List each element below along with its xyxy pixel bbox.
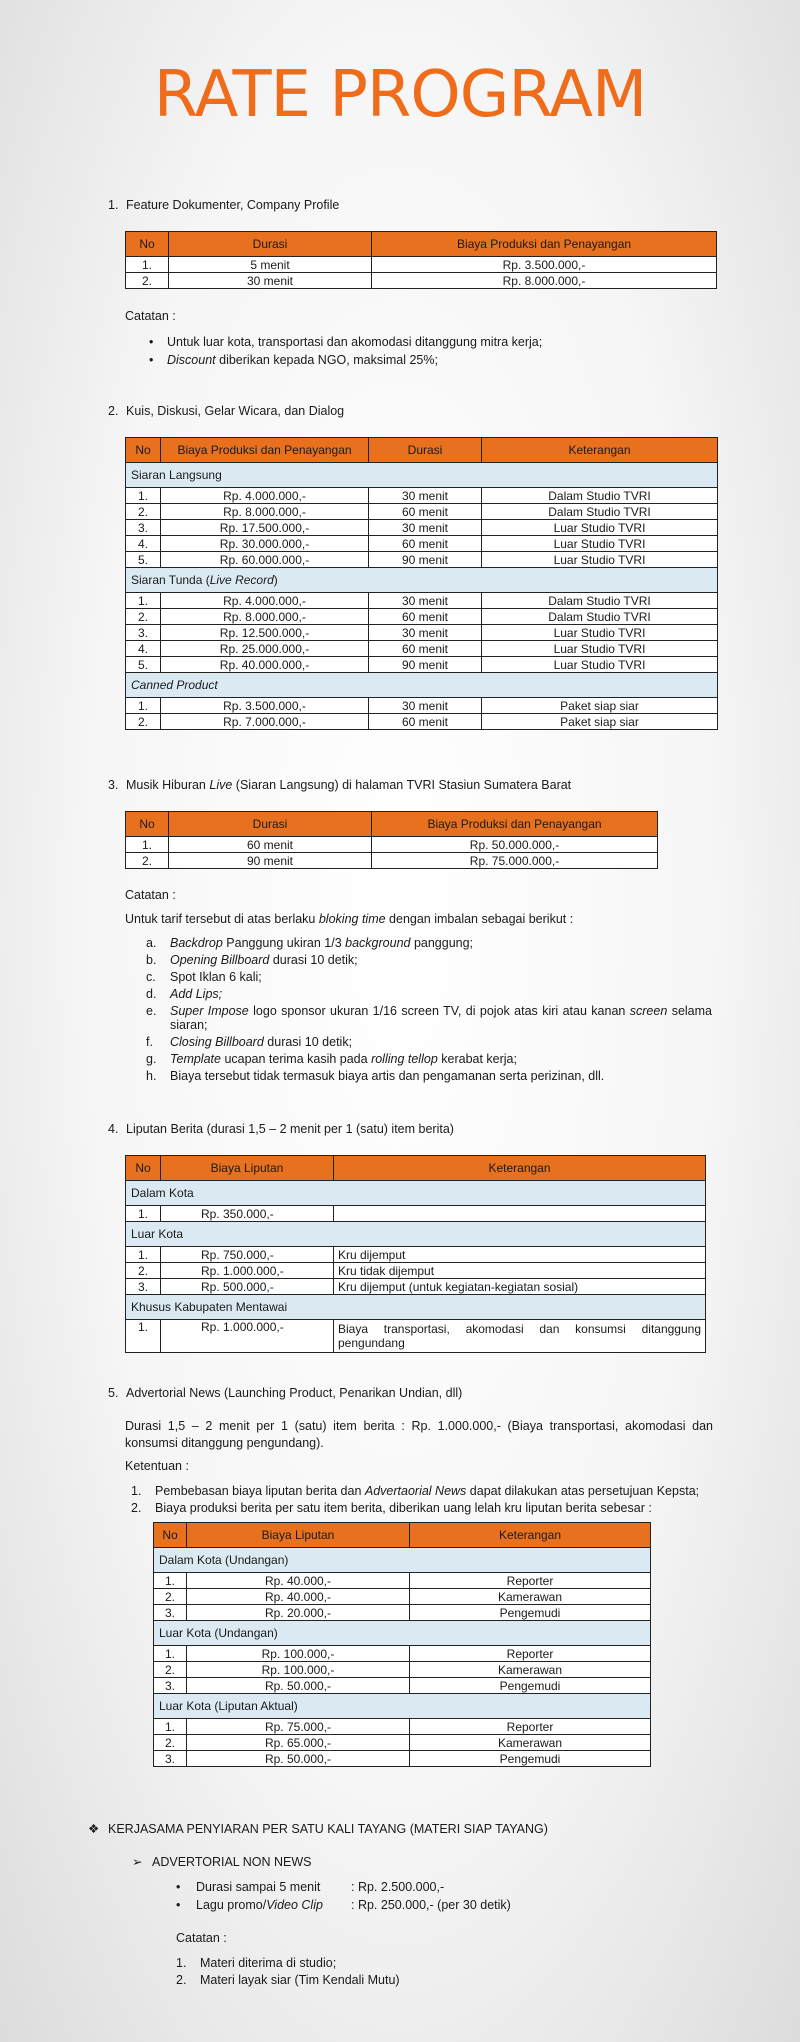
table-row: 3. Rp. 500.000,- Kru dijemput (untuk kegiatan-kegiatan sosial) — [126, 1279, 706, 1295]
list-item: a. Backdrop Panggung ukiran 1/3 background panggung; — [146, 936, 474, 950]
table-row: 1. Rp. 4.000.000,- 30 menit Dalam Studio TVRI — [126, 488, 718, 504]
table-row: 1. Rp. 40.000,- Reporter — [154, 1573, 651, 1589]
table-row: 4. Rp. 25.000.000,- 60 menit Luar Studio TVRI — [126, 641, 718, 657]
group-canned-product: Canned Product — [126, 673, 718, 698]
list-item: e. Super Impose logo sponsor ukuran 1/16 screen TV, di pojok atas kiri atau kanan screen selama siaran; — [146, 1004, 712, 1032]
diamond-bullet-icon: ❖ — [88, 1822, 100, 1836]
list-item: • Untuk luar kota, transportasi dan akomodasi ditanggung mitra kerja; — [145, 335, 725, 349]
table-liputan-berita: No Biaya Liputan Keterangan Dalam Kota 1. Rp. 350.000,- Luar Kota 1. Rp. 750.000,- Kru dijemput 2. Rp. 1.000.000,- Kru tidak dijemput 3. Rp. 500.000,- Kru dijemput (untuk kegiatan-kegiatan sosial) Khusus Kabupaten Mentawai 1. Rp. 1.000.000,- Biaya transportasi, akomodasi dan konsumsi ditanggung pengundang — [125, 1155, 706, 1353]
group-luar-kota-undangan: Luar Kota (Undangan) — [154, 1621, 651, 1646]
list-item: b. Opening Billboard durasi 10 detik; — [146, 953, 358, 967]
page-title: RATE PROGRAM — [153, 58, 647, 132]
table-row: 2. Rp. 7.000.000,- 60 menit Paket siap siar — [126, 714, 718, 730]
s3-catatan: Catatan : — [125, 888, 176, 902]
table-row: 1. 5 menit Rp. 3.500.000,- — [126, 257, 717, 273]
list-item: d. Add Lips; — [146, 987, 223, 1001]
table-row: 1. 60 menit Rp. 50.000.000,- — [126, 837, 658, 853]
table-row: 3. Rp. 12.500.000,- 30 menit Luar Studio TVRI — [126, 625, 718, 641]
s1-notes — [145, 335, 725, 371]
list-item: 1. Materi diterima di studio; — [176, 1956, 337, 1970]
s5-paragraph: Durasi 1,5 – 2 menit per 1 (satu) item berita : Rp. 1.000.000,- (Biaya transportasi, akomodasi dan konsumsi ditanggung pengundang). — [125, 1419, 713, 1450]
list-item: • Discount diberikan kepada NGO, maksimal 25%; — [145, 353, 725, 367]
list-item: 2. Materi layak siar (Tim Kendali Mutu) — [176, 1973, 400, 1987]
section-4-heading: 4. Liputan Berita (durasi 1,5 – 2 menit per 1 (satu) item berita) — [108, 1122, 454, 1136]
table-row: 2. Rp. 100.000,- Kamerawan — [154, 1662, 651, 1678]
table-row: 2. 90 menit Rp. 75.000.000,- — [126, 853, 658, 869]
table-row: 1. Rp. 4.000.000,- 30 menit Dalam Studio TVRI — [126, 593, 718, 609]
list-item: h. Biaya tersebut tidak termasuk biaya artis dan pengamanan serta perizinan, dll. — [146, 1069, 605, 1083]
non-news-item-2: • Lagu promo/Video Clip : Rp. 250.000,- (per 30 detik) — [176, 1898, 511, 1912]
table-row: 3. Rp. 50.000,- Pengemudi — [154, 1678, 651, 1694]
table-row: 2. Rp. 1.000.000,- Kru tidak dijemput — [126, 1263, 706, 1279]
table-row: 2. Rp. 65.000,- Kamerawan — [154, 1735, 651, 1751]
section-5-heading: 5. Advertorial News (Launching Product, Penarikan Undian, dll) — [108, 1386, 463, 1400]
group-dalam-kota: Dalam Kota — [126, 1181, 706, 1206]
table-kuis-diskusi: No Biaya Produksi dan Penayangan Durasi Keterangan Siaran Langsung 1. Rp. 4.000.000,- 30 menit Dalam Studio TVRI 2. Rp. 8.000.000,- 60 menit Dalam Studio TVRI 3. Rp. 17.500.000,- 30 menit Luar Studio TVRI 4. Rp. 30.000.000,- 60 menit Luar Studio TVRI 5. Rp. 60.000.000,- 90 menit Luar Studio TVRI Siaran Tunda (Live Record) 1. Rp. 4.000.000,- 30 menit Dalam Studio TVRI 2. Rp. 8.000.000,- 60 menit Dalam Studio TVRI 3. Rp. 12.500.000,- 30 menit Luar Studio TVRI 4. Rp. 25.000.000,- 60 menit Luar Studio TVRI 5. Rp. 40.000.000,- 90 menit Luar Studio TVRI Canned Product 1. Rp. 3.500.000,- 30 menit Paket siap siar 2. Rp. 7.000.000,- 60 menit Paket siap siar — [125, 437, 718, 730]
table-musik-hiburan: No Durasi Biaya Produksi dan Penayangan 1. 60 menit Rp. 50.000.000,- 2. 90 menit Rp. 75.000.000,- — [125, 811, 658, 869]
non-news-item-1: • Durasi sampai 5 menit : Rp. 2.500.000,- — [176, 1880, 445, 1894]
table-row: 1. Rp. 350.000,- — [126, 1206, 706, 1222]
s5-ketentuan-list — [131, 1484, 721, 1518]
table-row: 2. Rp. 40.000,- Kamerawan — [154, 1589, 651, 1605]
list-item: c. Spot Iklan 6 kali; — [146, 970, 262, 984]
table-row: 1. Rp. 75.000,- Reporter — [154, 1719, 651, 1735]
s3-items — [146, 936, 712, 1086]
table-row: 5. Rp. 60.000.000,- 90 menit Luar Studio TVRI — [126, 552, 718, 568]
table-row: 2. 30 menit Rp. 8.000.000,- — [126, 273, 717, 289]
table-row: 1. Rp. 750.000,- Kru dijemput — [126, 1247, 706, 1263]
section-2-heading: 2. Kuis, Diskusi, Gelar Wicara, dan Dialog — [108, 404, 345, 418]
kerjasama-heading: ❖ KERJASAMA PENYIARAN PER SATU KALI TAYANG (MATERI SIAP TAYANG) — [88, 1822, 548, 1836]
table-row: 1. Rp. 100.000,- Reporter — [154, 1646, 651, 1662]
table-row: 2. Rp. 8.000.000,- 60 menit Dalam Studio TVRI — [126, 609, 718, 625]
table-row: 3. Rp. 50.000,- Pengemudi — [154, 1751, 651, 1767]
group-siaran-tunda: Siaran Tunda (Live Record) — [126, 568, 718, 593]
table-row: 5. Rp. 40.000.000,- 90 menit Luar Studio TVRI — [126, 657, 718, 673]
table-row: 3. Rp. 20.000,- Pengemudi — [154, 1605, 651, 1621]
list-item: g. Template ucapan terima kasih pada rolling tellop kerabat kerja; — [146, 1052, 517, 1066]
s3-intro: Untuk tarif tersebut di atas berlaku bloking time dengan imbalan sebagai berikut : — [125, 912, 574, 926]
kerjasama-catatan: Catatan : — [176, 1931, 227, 1945]
s5-ketentuan: Ketentuan : — [125, 1459, 189, 1473]
group-siaran-langsung: Siaran Langsung — [126, 463, 718, 488]
group-dalam-kota-undangan: Dalam Kota (Undangan) — [154, 1548, 651, 1573]
table-row: 2. Rp. 8.000.000,- 60 menit Dalam Studio TVRI — [126, 504, 718, 520]
group-luar-kota: Luar Kota — [126, 1222, 706, 1247]
section-3-heading: 3. Musik Hiburan Live (Siaran Langsung) di halaman TVRI Stasiun Sumatera Barat — [108, 778, 572, 792]
section-1-heading: 1. Feature Dokumenter, Company Profile — [108, 198, 340, 212]
table-row: 3. Rp. 17.500.000,- 30 menit Luar Studio TVRI — [126, 520, 718, 536]
group-luar-kota-aktual: Luar Kota (Liputan Aktual) — [154, 1694, 651, 1719]
advertorial-non-news: ➢ ADVERTORIAL NON NEWS — [132, 1855, 312, 1869]
s1-catatan: Catatan : — [125, 309, 176, 323]
list-item: 2. Biaya produksi berita per satu item berita, diberikan uang lelah kru liputan berita sebesar : — [131, 1501, 652, 1515]
table-row: 1. Rp. 3.500.000,- 30 menit Paket siap siar — [126, 698, 718, 714]
list-item: 1. Pembebasan biaya liputan berita dan Advertaorial News dapat dilakukan atas persetujuan Kepsta; — [131, 1484, 700, 1498]
table-row: 4. Rp. 30.000.000,- 60 menit Luar Studio TVRI — [126, 536, 718, 552]
table-row: 1. Rp. 1.000.000,- Biaya transportasi, akomodasi dan konsumsi ditanggung pengundang — [126, 1320, 706, 1353]
table-advertorial-kru: No Biaya Liputan Keterangan Dalam Kota (Undangan) 1. Rp. 40.000,- Reporter 2. Rp. 40.000,- Kamerawan 3. Rp. 20.000,- Pengemudi Luar Kota (Undangan) 1. Rp. 100.000,- Reporter 2. Rp. 100.000,- Kamerawan 3. Rp. 50.000,- Pengemudi Luar Kota (Liputan Aktual) 1. Rp. 75.000,- Reporter 2. Rp. 65.000,- Kamerawan 3. Rp. 50.000,- Pengemudi — [153, 1522, 651, 1767]
arrow-bullet-icon: ➢ — [132, 1855, 143, 1869]
list-item: f. Closing Billboard durasi 10 detik; — [146, 1035, 353, 1049]
table-feature-dokumenter: No Durasi Biaya Produksi dan Penayangan 1. 5 menit Rp. 3.500.000,- 2. 30 menit Rp. 8.000.000,- — [125, 231, 717, 289]
kerjasama-notes — [176, 1956, 400, 1990]
group-mentawai: Khusus Kabupaten Mentawai — [126, 1295, 706, 1320]
